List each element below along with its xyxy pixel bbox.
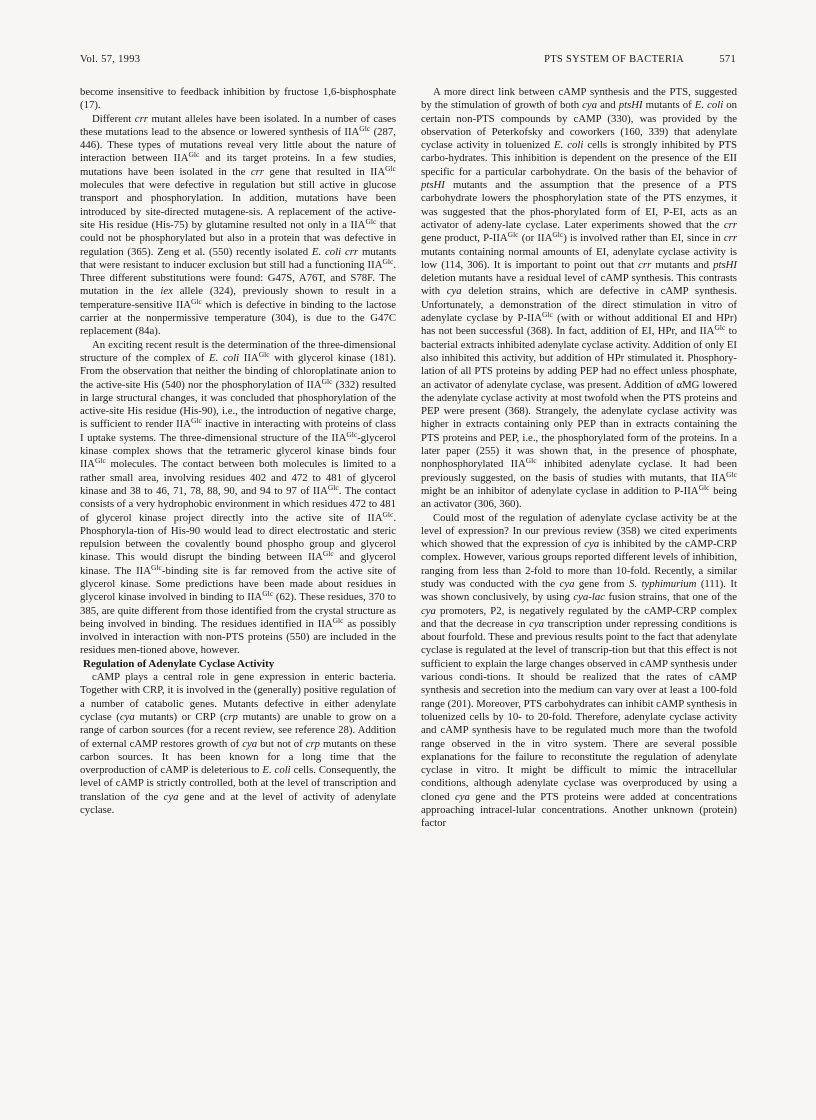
paragraph: become insensitive to feedback inhibition by fructose 1,6-bisphosphate (17).: [80, 86, 396, 112]
paragraph: cAMP plays a central role in gene expression in enteric bacteria. Together with CRP, it is involved in the (generally) positive regulation of a number of catabolic genes. Mutants defective in either adenylate cyclase (cya mutants) or CRP (crp mutants) are unable to grow on a range of carbon sources (for a recent review, see reference 28). Addition of external cAMP restores growth of cya but not of crp mutants on these carbon sources. It has been known for a long time that the overproduction of cAMP is deleterious to E. coli cells. Consequently, the level of cAMP is strictly controlled, both at the level of transcription and translation of the cya gene and at the level of activity of adenylate cyclase.: [80, 671, 396, 817]
volume-label: Vol. 57, 1993: [80, 54, 141, 65]
paragraph: Could most of the regulation of adenylate cyclase activity be at the level of expression? In our previous review (358) we cited experiments which showed that the expression of cya is inhibited by the cAMP-CRP complex. However, various groups reported different levels of inhibition, ranging from less than 2-fold to more than 10-fold. Recently, a similar study was conducted with the cya gene from S. typhimurium (111). It was shown conclusively, by using cya-lac fusion strains, that one of the cya promoters, P2, is negatively regulated by the cAMP-CRP complex and that the decrease in cya transcription under repressing conditions is about fourfold. These and previous results point to the fact that adenylate cyclase is regulated at the level of transcrip-tion but that this effect is not sufficient to explain the large changes observed in cAMP synthesis under various condi-tions. It should be realized that the rates of cAMP synthesis and secretion into the medium can vary over at least a 100-fold range (201). Moreover, PTS carbohydrates can inhibit cAMP synthesis in toluenized cells by 10- to 20-fold. Therefore, adenylate cyclase activity and cAMP synthesis have to be regulated much more than the twofold range observed in the in vitro system. There are several possible explanations for the failure to reconstitute the regulation of adenylate cyclase in vitro. It might be difficult to mimic the intracellular conditions, although adenylate cyclase was overproduced by using a cloned cya gene and the PTS proteins were added at concentrations approaching intracel-lular concentrations. Another unknown (protein) factor: [421, 511, 738, 830]
paragraph: A more direct link between cAMP synthesis and the PTS, suggested by the stimulation of growth of both cya and ptsHI mutants of E. coli on certain non-PTS compounds by cAMP (330), was provided by the observation of Peterkofsky and coworkers (160, 339) that adenylate cyclase activity in toluenized E. coli cells is strongly inhibited by PTS carbo-hydrates. This inhibition is dependent on the presence of the EII specific for a particular carbohydrate. On the basis of the behavior of ptsHI mutants and the assumption that the presence of a PTS carbohydrate lowers the phosphorylation state of the PTS enzymes, it was suggested that the phos-phorylated form of EI, P-EI, acts as an activator of adeny-late cyclase. Later experiments showed that the crr gene product, $P-IIA^{Glc}$ (or $IIA^{Glc}$) is involved rather than EI, since in crr mutants containing normal amounts of EI, adenylate cyclase activity is low (114, 306). It is important to point out that crr mutants and ptsHI deletion mutants have a residual level of cAMP synthesis. This contrasts with cya deletion strains, which are defective in cAMP synthesis. Unfortunately, a demonstration of the direct stimulation in vitro of adenylate cyclase by $P-IIA^{Glc}$ (with or without additional EI and HPr) has not been successful (368). In fact, addition of EI, HPr, and $IIA^{Glc}$ to bacterial extracts inhibited adenylate cyclase activity. Addition of only EI also inhibited this activity, but addition of HPr stimulated it. Phosphory-lation of all PTS proteins by adding PEP had no effect unless phosphate, an activator of adenylate cyclase, was present. Addition of αMG lowered the adenylate cyclase activity at most twofold when the PTS proteins and PEP were present (368). Strangely, the adenylate cyclase activity was higher in extracts containing only PEP than in extracts containing the PTS proteins and PEP, i.e., the phosphorylated form of the proteins. In a later paper (255) it was shown that, in the presence of phosphate, nonphosphorylated $IIA^{Glc}$ inhibited adenylate cyclase. It had been previously suggested, on the basis of studies with mutants, that $IIA^{Glc}$ might be an inhibitor of adenylate cyclase in addition to $P-IIA^{Glc}$ being an activator (306, 360).: [421, 86, 738, 511]
running-title: PTS SYSTEM OF BACTERIA: [544, 54, 684, 65]
left-column: [80, 86, 396, 817]
paragraph: An exciting recent result is the determination of the three-dimensional structure of the complex of E. coli $IIA^{Glc}$ with glycerol kinase (181). From the observation that neither the binding of chloroplatinate anion to the active-site His (540) nor the phosphorylation of $IIA^{Glc}$ (332) resulted in large structural changes, it was concluded that phosphorylation of the active-site His residue (His-90), i.e., the introduction of negative charge, is sufficient to render $IIA^{Glc}$ inactive in interacting with proteins of class I uptake systems. The three-dimensional structure of the $IIA^{Glc}$-glycerol kinase complex shows that the tetrameric glycerol kinase binds four $IIA^{Glc}$ molecules. The contact between both molecules is limited to a rather small area, involving residues 402 and 472 to 481 of glycerol kinase and 38 to 46, 71, 78, 88, 90, and 94 to 97 of $IIA^{Glc}$. The contact consists of a very hydrophobic environment in which residues 472 to 481 of glycerol kinase project directly into the active site of $IIA^{Glc}$. Phosphoryla-tion of His-90 would lead to direct electrostatic and steric repulsion between the covalently bound phospho group and glycerol kinase. This would disrupt the binding between $IIA^{Glc}$ and glycerol kinase. The $IIA^{Glc}$-binding site is far removed from the active site of glycerol kinase. Some predictions have been made about residues in glycerol kinase involved in binding to $IIA^{Glc}$ (62). These residues, 370 to 385, are quite different from those identified from the crystal structure as being involved in binding. The residues identified in $IIA^{Glc}$ as possibly involved in interaction with non-PTS proteins (550) are included in the residues men-tioned above, however.: [80, 338, 397, 657]
page-number: 571: [719, 54, 736, 65]
section-heading: Regulation of Adenylate Cyclase Activity: [83, 657, 275, 670]
right-column: [421, 86, 737, 831]
running-header: [80, 54, 736, 70]
paragraph: Different crr mutant alleles have been isolated. In a number of cases these mutations lead to the absence or lowered synthesis of $IIA^{Glc}$ (287, 446). These types of mutations reveal very little about the nature of interaction between $IIA^{Glc}$ and its target proteins. In a few studies, mutations have been isolated in the crr gene that resulted in $IIA^{Glc}$ molecules that were defective in regulation but still active in glucose transport and phosphorylation. In addition, mutations have been introduced by site-directed mutagene-sis. A replacement of the active-site His residue (His-75) by glutamine resulted not only in a $IIA^{Glc}$ that could not be phosphorylated but also in a protein that was defective in regulation (365). Zeng et al. (550) recently isolated E. coli crr mutants that were resistant to inducer exclusion but still had a functioning $IIA^{Glc}$. Three different substitutions were found: G47S, A76T, and S78F. The mutation in the iex allele (324), previously shown to result in a temperature-sensitive $IIA^{Glc}$ which is defective in binding to the lactose carrier at the nonpermissive temperature (304), is due to the G47C replacement (84a).: [80, 112, 397, 338]
